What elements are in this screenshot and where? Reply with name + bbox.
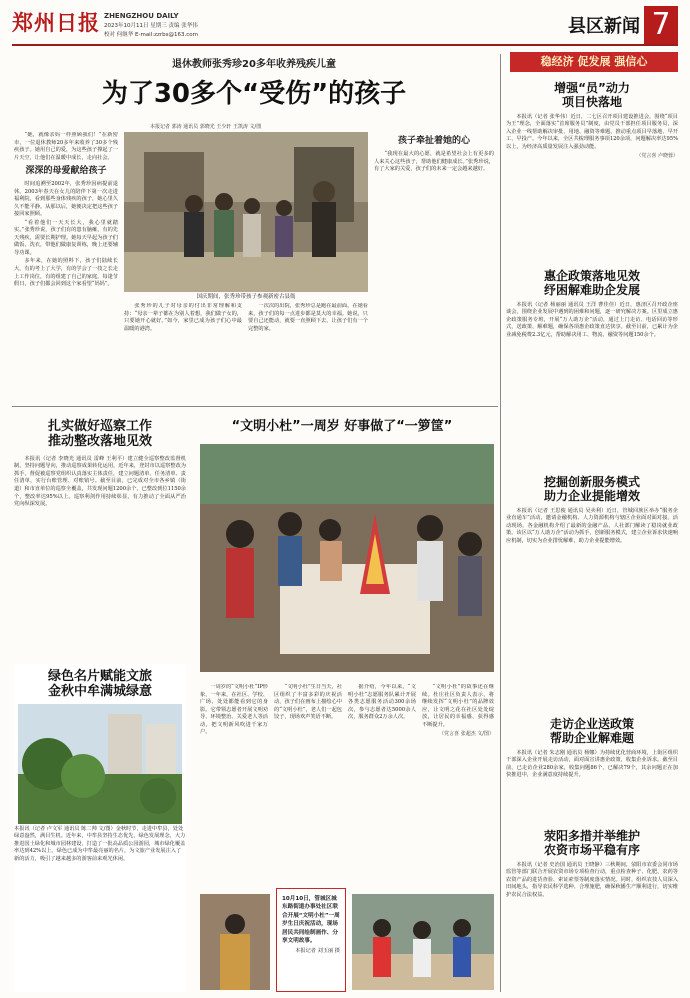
lead-column-1 — [14, 132, 118, 402]
page-number: 7 — [644, 6, 678, 44]
right-story-3-body: 本报讯（记者 王思俊 通讯员 吴卖利）近日，管城回族区举办“服务企业直通车”活动，邀请金融机构、人力资源机构与辖区企业面对面对接。活动现场，各金融机构介绍了最新的金融产品，人社部门解读了稳岗就业政策。该区以“万人助万企”活动为抓手，创新服务模式，建立企业诉求快速响应机制，切实为企业排忧解难，助力企业提能增效。 — [506, 507, 678, 544]
right-story-2 — [506, 264, 678, 444]
lead-photo-caption: 国庆期间，张秀珍带孩子参观新密古县衙 — [196, 294, 296, 300]
civil-column-1 — [200, 684, 268, 884]
bottom-photo-left — [200, 894, 270, 990]
editor-line: 校对 何继华 E-mail:zzrbs@163.com — [104, 31, 198, 38]
right-story-5-body: 本报讯（记者 史治国 通讯员 王晓静）三秋期间，荥阳市农委会同市场监管等部门联合开展农资市场专项检查行动，重点检查种子、化肥、农药等农资产品的进货查验、索证索票等制度落实情况。同时，组织农技人员深入田间地头，指导农民科学选种、合理施肥，确保秋播生产顺利进行，切实维护农民合法权益。 — [506, 861, 678, 898]
lead-photo — [124, 132, 368, 292]
green-photo — [18, 704, 182, 824]
section-title: 县区新闻 — [568, 16, 640, 37]
right-story-5 — [506, 824, 678, 992]
lead-column-3 — [248, 303, 368, 403]
lead-column-4 — [374, 132, 494, 402]
civil-column-2 — [274, 684, 342, 884]
civil-body-1: 一周岁的“文明小杜”IP形象，一年来，在社区、学校、广场，处处都能看到它的身影。它带领志愿者开展文明劝导、环境整治、关爱老人等活动，把文明新风吹进千家万户。 — [200, 684, 268, 736]
lead-para-4: 张秀珍的儿子对母亲的付出非常理解和支持：“母亲一辈子都在为别人着想，我们做子女的，只要她开心就好。”如今，家里已成为孩子们心中最温暖的港湾。 — [124, 303, 242, 332]
note-box-credit: 本报记者 刘玉丽 摄 — [295, 948, 340, 955]
right-story-1-headline: 增强“员”动力 项目快落地 — [554, 81, 630, 109]
bottom-photo-right — [352, 894, 494, 990]
note-box-text: 10月10日，管城区城东路街道办事处社区联合开展“文明小杜”一周岁生日庆祝活动，现场居民共同绘制画作、分享文明故事。 — [282, 896, 340, 944]
section-divider — [12, 406, 498, 407]
inspect-headline: 扎实做好巡察工作 推动整改落地见效 — [47, 419, 152, 449]
lead-para-4b: 一次次的出院，张秀珍总是跑在最前面。在她看来，孩子们的每一点进步都是莫大的幸福。她说，只要自己还能动，就要一直照顾下去，让孩子们有一个完整的家。 — [248, 303, 368, 332]
civil-column-4 — [422, 684, 494, 884]
green-body: 本报讯（记者 卢文军 通讯员 陈二帅 文/图）金秋时节，走进中牟县，处处绿意盎然，满目生机。近年来，中牟县坚持生态优先、绿色发展理念，大力推进国土绿化和城市园林建设，打造了一批高品质公园游园，城市绿化覆盖率达到42%以上。绿色已成为中牟最亮丽的名片，为文旅产业发展注入了新的活力，吸引了越来越多的游客前来观光休闲。 — [14, 825, 186, 862]
right-story-4 — [506, 712, 678, 812]
lead-intro: “她，就像亲妈一样照顾我们！”在新密市，一位退休教师20多年来收养了30多个残疾孩子。她用自己的爱，为这些孩子撑起了一片天空，让他们在温暖中成长，走向社会。 — [14, 132, 118, 161]
lead-para-6: “我现在最大的心愿，就是希望社会上有更多的人来关心这些孩子，帮助他们健康成长。”张秀珍说，有了大家的关爱，孩子们的未来一定会越来越好。 — [374, 151, 494, 173]
civil-photo-image — [200, 444, 494, 672]
civil-column-3 — [348, 684, 416, 884]
right-story-2-body: 本报讯（记者 杨丽丽 通讯员 王洋 曹佳佳）近日，惠济区召开政企座谈会，围绕企业发展中遇到的困难和问题，逐一研究解决方案。区里成立惠企政策服务专班，开展“万人助万企”活动，通过上门走访、电话回访等形式，送政策、解难题，确保各项惠企政策直达快享。截至目前，已累计为企业减免税费2.3亿元，帮助解决用工、物流、融资等问题150余个。 — [506, 301, 678, 338]
bottom-photo-left-image — [200, 894, 270, 990]
green-headline: 绿色名片赋能文旅 金秋中牟满城绿意 — [47, 669, 152, 699]
civil-body-3: 据介绍，今年以来，“文明小杜”志愿服务队累计开展各类志愿服务活动300余场次，参与志愿者达5000余人次，服务群众2万余人次。 — [348, 684, 416, 721]
civil-byline: （党言喜 张超杰 文/图） — [439, 731, 494, 738]
civil-body-4: “文明小杜”的故事还在继续。杜庄社区负责人表示，将继续发挥“文明小杜”的品牌效应，让文明之花在社区处处绽放，让居民的幸福感、获得感不断提升。 — [422, 684, 494, 728]
green-story — [14, 664, 186, 992]
bottom-photo-right-image — [352, 894, 494, 990]
lead-byline: 本报记者 郭涛 通讯员 郭晓光 王少轩 王凯涛 文/图 — [150, 124, 262, 130]
right-story-3-headline: 挖掘创新服务模式 助力企业提能增效 — [543, 475, 640, 503]
civil-body-2: “文明小杜”生日当天，社区组织了丰富多彩的庆祝活动，孩子们在画布上描绘心中的“文明小杜”，老人们一起包饺子，现场欢声笑语不断。 — [274, 684, 342, 721]
right-story-1-byline: （党言喜 卢晓蓉） — [636, 153, 678, 160]
lead-para-1: 时间追溯至2002年，张秀珍因病提前退休。2003年春天在女儿的陪伴下第一次走进福利院，看到那些身体残疾的孩子，她心里久久不能平静。从那以后，她便决定把这些孩子接回家照顾。 — [14, 181, 118, 218]
civil-headline: “文明小杜”一周岁 好事做了“一箩筐” — [231, 419, 453, 434]
civil-photo — [200, 444, 494, 672]
lead-subhead-2: 孩子牵扯着她的心 — [397, 136, 470, 146]
inspect-body: 本报讯（记者 李晓光 通讯员 雷峰 王利平）建立健全巡察整改监督机制，坚持问题导向，推动巡察成果转化运用。近年来，登封市以巡察整改为抓手，督促被巡察党组织认真落实主体责任，建立问题清单、任务清单、责任清单，实行台账管理、对账销号。截至目前，已完成对全市各乡镇（街道）和市直单位的巡察全覆盖，共发现问题1200余个，已整改到位1150余个，整改率达95%以上。巡察利剑作用持续彰显，有力推动了全面从严治党向纵深发展。 — [14, 455, 186, 508]
paper-english-name: ZHENGZHOU DAILY — [104, 12, 179, 20]
right-story-1 — [506, 76, 678, 246]
right-story-4-headline: 走访企业送政策 帮助企业解难题 — [549, 717, 634, 745]
lead-para-3: 多年来，在她的照料下，孩子们陆续长大，有的考上了大学，有的学会了一技之长走上工作岗位，有的组建了自己的家庭。每逢节假日，孩子们都会回到这个家看望“妈妈”。 — [14, 258, 118, 288]
date-line: 2023年10月11日 星期三 责编 张华伟 — [104, 23, 198, 30]
inspect-story — [14, 416, 186, 656]
masthead — [12, 6, 678, 46]
lead-kicker: 退休教师张秀珍20多年收养残疾儿童 — [172, 59, 336, 70]
slogan-banner: 稳经济 促发展 强信心 — [510, 52, 678, 72]
right-story-4-body: 本报讯（记者 朱志刚 通讯员 杨娜）为持续优化营商环境，上街区组织干部深入企业开展走访活动，面对面宣讲惠企政策，收集企业诉求。截至目前，已走访企业280余家，收集问题86个，已解决79个，其余问题正在加快推进中，企业满意度持续提升。 — [506, 749, 678, 779]
column-divider — [500, 54, 501, 992]
note-box — [276, 888, 346, 992]
newspaper-logo: 郑州日报 — [12, 10, 100, 35]
right-story-1-body: 本报讯（记者 张华伟）近日，二七区召开项目建设推进会，围绕“项目为王”理念，全面落实“首席服务员”制度，由党员干部担任项目服务员，深入企业一线帮助解决审批、用地、融资等难题，推动重点项目早落地、早开工、早投产。今年以来，全区共梳理服务事项120余项，问题解决率达95%以上，为经济高质量发展注入强劲动能。 — [506, 113, 678, 150]
lead-header — [14, 54, 494, 124]
lead-para-2: “看着他们一天天长大，我心里就踏实。”张秀珍说，孩子们有的患有脑瘫，有的先天残疾，需要长期护理。她每天早起为孩子们做饭、洗衣，带他们做康复训练，晚上还要辅导功课。 — [14, 219, 118, 256]
right-story-5-headline: 荥阳多措并举维护 农资市场平稳有序 — [543, 829, 640, 857]
lead-headline: 为了30多个“受伤”的孩子 — [101, 78, 407, 109]
lead-photo-image — [124, 132, 368, 292]
lead-column-2 — [124, 303, 242, 403]
right-story-2-headline: 惠企政策落地见效 纾困解难助企发展 — [543, 269, 640, 297]
lead-subhead-1: 深深的母爱献给孩子 — [25, 166, 107, 177]
right-story-3 — [506, 470, 678, 620]
civil-header — [192, 418, 492, 442]
masthead-info — [104, 11, 198, 40]
